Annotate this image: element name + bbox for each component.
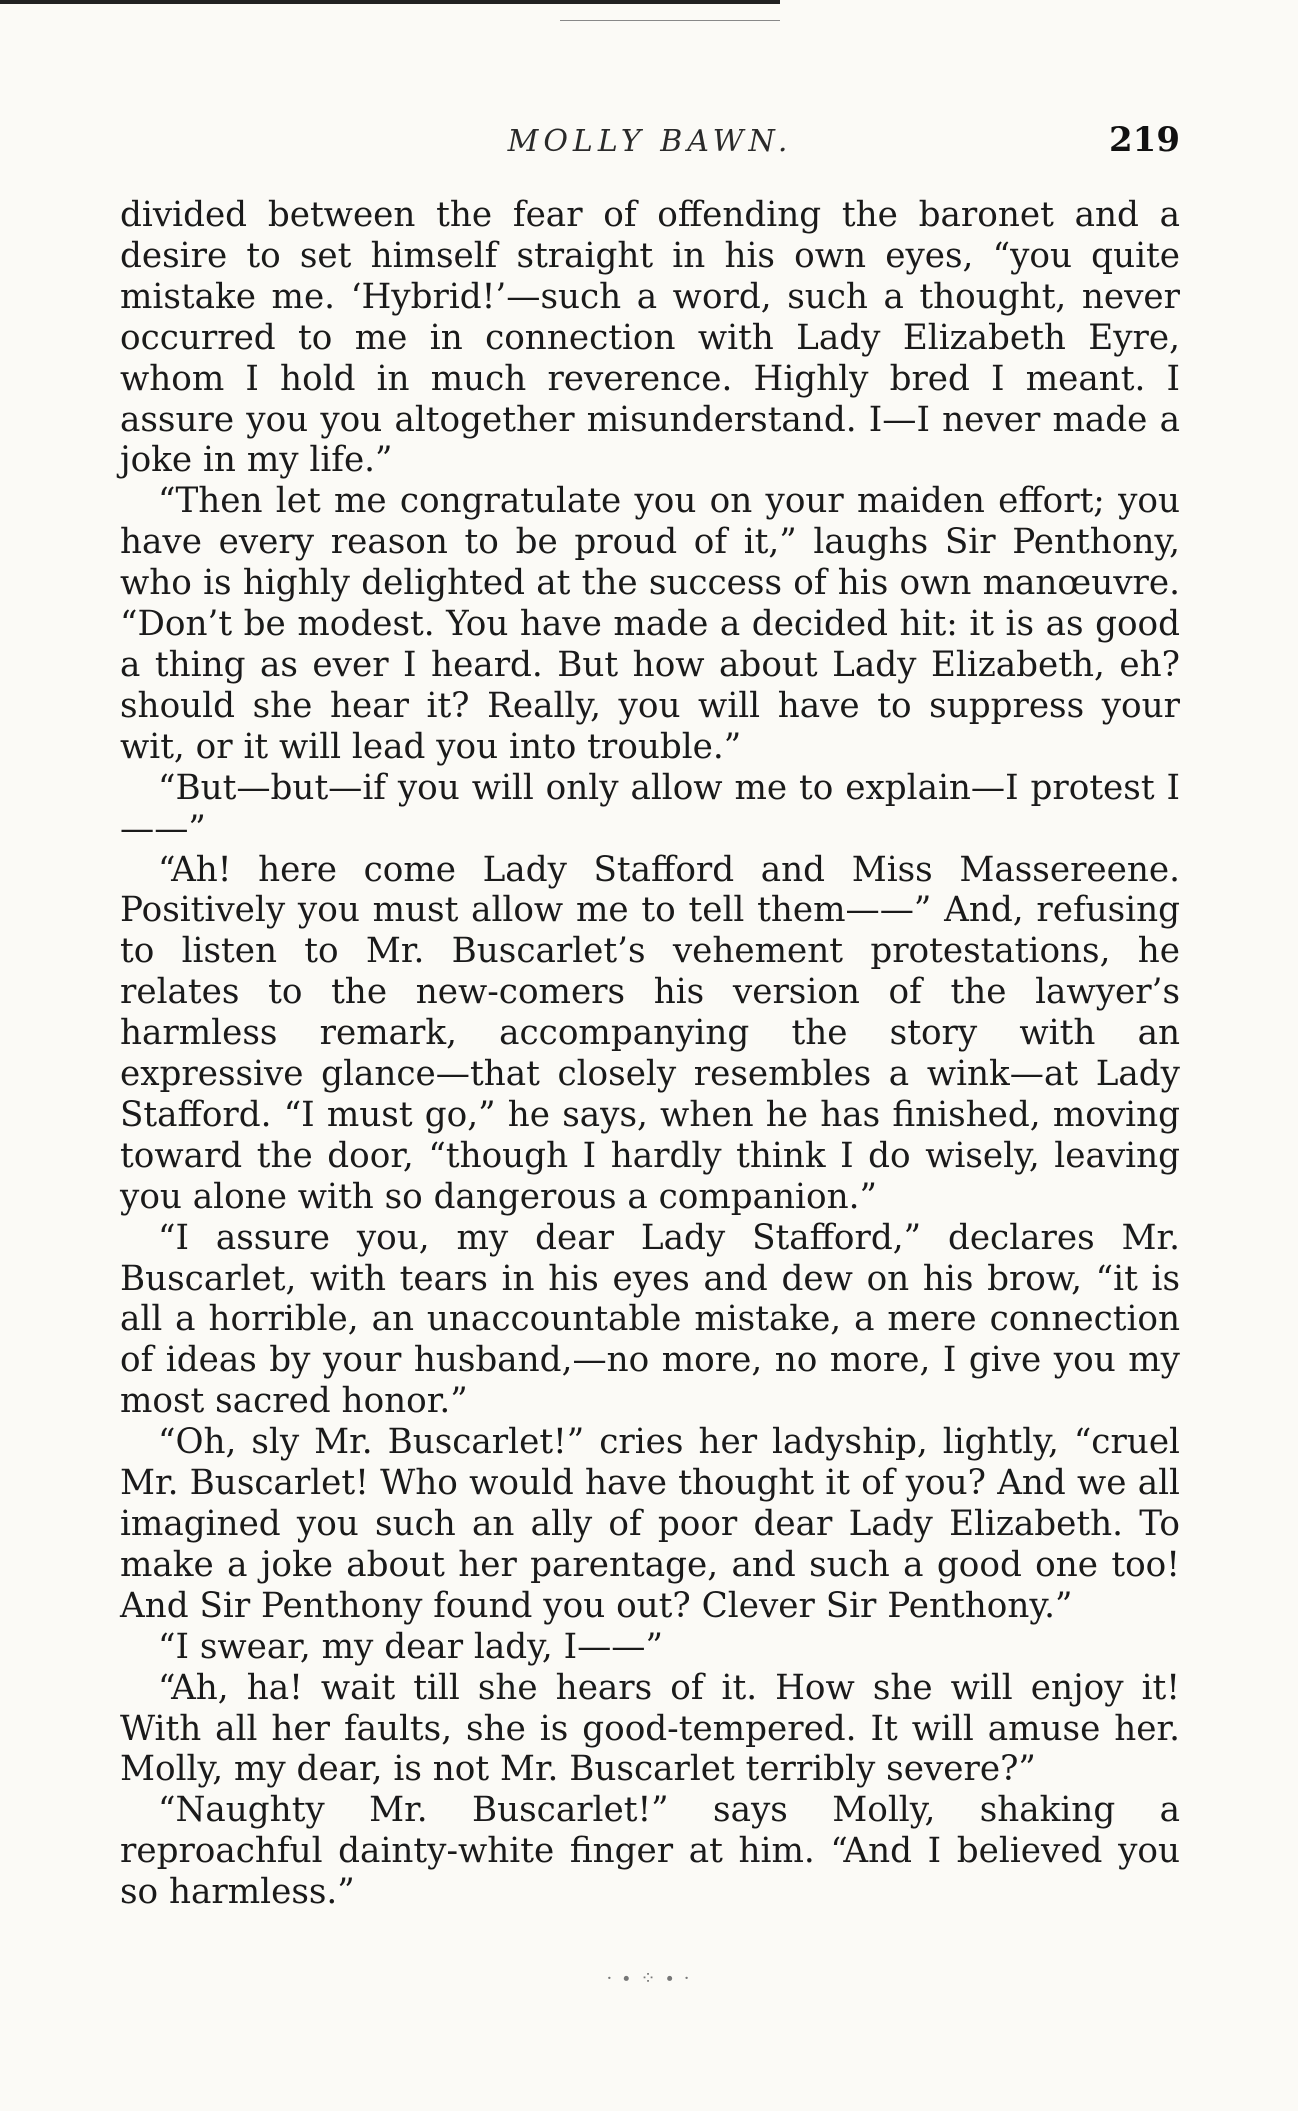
paragraph-9: “Naughty Mr. Buscarlet!” says Molly, shaking a reproachful dainty-white finger at him. “And I believed you so harmless.” (120, 1790, 1180, 1913)
page-number: 219 (1109, 120, 1180, 160)
paragraph-5: “I assure you, my dear Lady Stafford,” declares Mr. Buscarlet, with tears in his eyes and dew on his brow, “it is all a horrible, an unaccountable mistake, a mere connection of ideas by your husband,—no more, no more, I give you my most sacred honor.” (120, 1217, 1180, 1422)
paragraph-2: “Then let me congratulate you on your maiden effort; you have every reason to be proud of it,” laughs Sir Penthony, who is highly delighted at the success of his own manœuvre. “Don’t be modest. You have made a decided hit: it is as good a thing as ever I heard. But how about Lady Elizabeth, eh? should she hear it? Really, you will have to suppress your wit, or it will lead you into trouble.” (120, 481, 1180, 767)
paragraph-7: “I swear, my dear lady, I——” (158, 1626, 663, 1667)
running-title: MOLLY BAWN. (507, 124, 793, 159)
paragraph-4: “Ah! here come Lady Stafford and Miss Massereene. Positively you must allow me to tell them——” And, refusing to listen to Mr. Buscarlet’s vehement protestations, he relates to the new-comers his version of the lawyer’s harmless remark, accompanying the story with an expressive glance—that closely resembles a wink—at Lady Stafford. “I must go,” he says, when he has finished, moving toward the door, “though I hardly think I do wisely, leaving you alone with so dangerous a companion.” (120, 849, 1180, 1217)
top-rule-thin (560, 20, 780, 21)
paragraph-6: “Oh, sly Mr. Buscarlet!” cries her ladyship, lightly, “cruel Mr. Buscarlet! Who would have thought it of you? And we all imagined you such an ally of poor dear Lady Elizabeth. To make a joke about her parentage, and such a good one too! And Sir Penthony found you out? Clever Sir Penthony.” (120, 1422, 1180, 1626)
end-ornament: · ∙ ⁘ ∙ · (606, 1968, 692, 1989)
running-head (120, 118, 1180, 168)
body-text (120, 195, 1180, 1913)
paragraph-3: “But—but—if you will only allow me to explain—I protest I——” (120, 767, 1180, 849)
paragraph-8: “Ah, ha! wait till she hears of it. How she will enjoy it! With all her faults, she is good-tempered. It will amuse her. Molly, my dear, is not Mr. Buscarlet terribly severe?” (120, 1667, 1180, 1790)
top-rule (0, 0, 780, 4)
paragraph-1: divided between the fear of offending the baronet and a desire to set himself straight in his own eyes, “you quite mistake me. ‘Hybrid!’—such a word, such a thought, never occurred to me in connection with Lady Elizabeth Eyre, whom I hold in much reverence. Highly bred I meant. I assure you you altogether misunderstand. I—I never made a joke in my life.” (120, 195, 1180, 481)
